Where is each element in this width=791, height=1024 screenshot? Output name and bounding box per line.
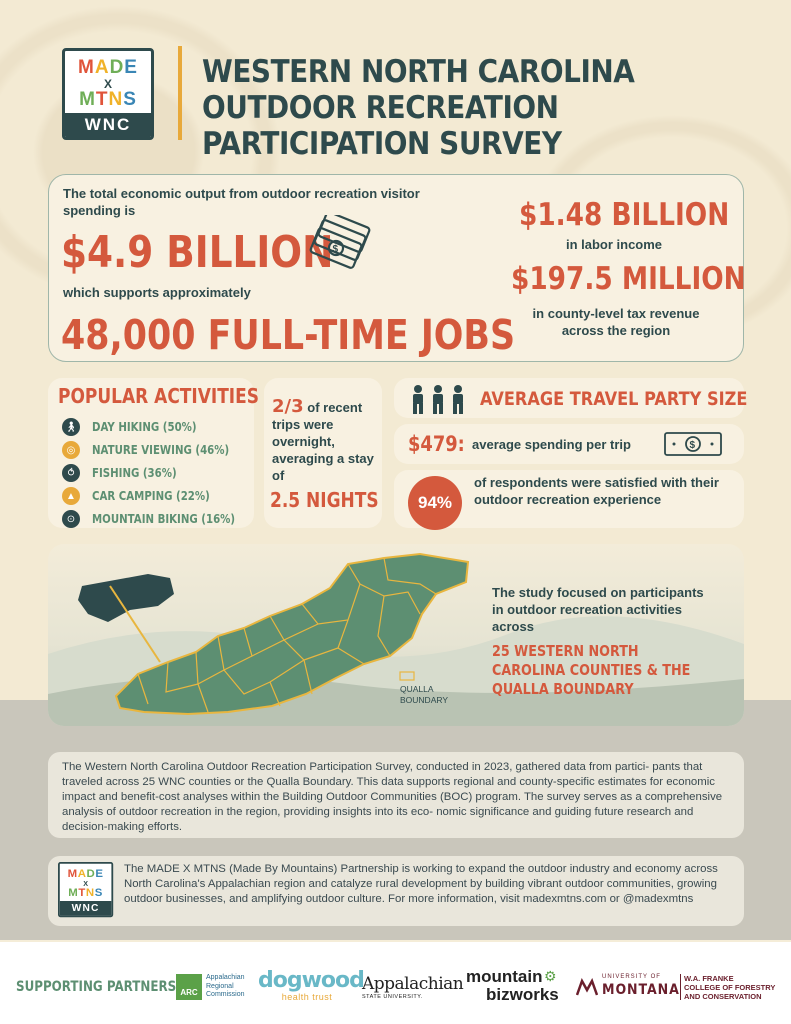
counties-map-card <box>48 544 744 726</box>
activity-label: FISHING (36%) <box>92 466 177 480</box>
university-of-montana-logo[interactable] <box>576 974 776 1004</box>
list-item <box>62 416 260 438</box>
spending-label: average spending per trip <box>472 437 631 452</box>
spending-amount: $479: <box>408 432 465 456</box>
popular-activities-card <box>48 378 259 528</box>
list-item <box>62 485 260 507</box>
college-line: W.A. FRANKE <box>684 974 734 983</box>
appalachian-state-logo[interactable] <box>362 974 464 1000</box>
economic-output-card <box>48 174 744 362</box>
popular-activities-heading: POPULAR ACTIVITIES <box>58 384 259 408</box>
montana-name: MONTANA <box>602 982 680 998</box>
overnight-trips-card <box>264 378 382 528</box>
logo-line-mtns <box>68 887 103 900</box>
logo-letter: T <box>78 886 86 900</box>
appalachian-name: Appalachian <box>362 974 464 994</box>
arc-name <box>206 974 245 1000</box>
logo-line-wnc: WNC <box>60 901 112 917</box>
fish-hook-icon: ⥀ <box>62 464 80 482</box>
dogwood-logo[interactable] <box>258 968 364 1002</box>
dogwood-name: dogwood <box>258 968 364 993</box>
bizworks-line2: bizworks <box>486 985 559 1004</box>
mountain-bizworks-logo[interactable] <box>466 968 570 1004</box>
bike-icon: ⊙ <box>62 510 80 528</box>
made-x-mtns-logo-small <box>58 862 113 917</box>
logo-letter: N <box>108 89 124 110</box>
college-line: COLLEGE OF FORESTRY <box>684 983 776 992</box>
logo-letter: S <box>123 89 137 110</box>
binoculars-icon: ◎ <box>62 441 80 459</box>
jobs-value: 48,000 FULL-TIME JOBS <box>61 311 516 359</box>
qualla-boundary-label <box>400 684 448 706</box>
map-highlight <box>492 642 713 699</box>
arc-line: Appalachian <box>206 974 245 981</box>
arc-line: Commission <box>206 991 245 998</box>
map-highlight-text: 25 WESTERN NORTH CAROLINA COUNTIES & THE QUALLA BOUNDARY <box>492 642 691 698</box>
supporting-partners-label: SUPPORTING PARTNERS <box>16 979 177 995</box>
logo-line-made <box>78 57 138 79</box>
survey-description: The Western North Carolina Outdoor Recreation Participation Survey, conducted in 2023, gathered data from partici- pants that traveled across 25 WNC counties or the Qualla Boundary. This data supports regional and county-specific estimates for economic impact and benefit-cost analyses within the Building Outdoor Communities (BOC) program. The survey serves as a comprehensive analysis of outdoor recreation in the region, providing insights into its eco- nomic significance and guiding future research and decision-making efforts. <box>62 761 723 833</box>
dollar-bill-icon <box>664 432 722 456</box>
logo-letter: M <box>68 886 79 900</box>
labor-income-label: in labor income <box>565 237 663 252</box>
svg-text:$: $ <box>689 440 696 451</box>
activity-label: NATURE VIEWING (46%) <box>92 443 230 457</box>
logo-letter: N <box>85 886 95 900</box>
logo-letter: E <box>95 867 104 880</box>
page-title: WESTERN NORTH CAROLINA OUTDOOR RECREATION PARTICIPATION SURVEY <box>202 54 635 162</box>
labor-income-value: $1.48 BILLION <box>519 197 730 233</box>
supports-text: which supports approximately <box>63 285 251 300</box>
college-line: AND CONSERVATION <box>684 992 762 1001</box>
car-camping-icon: ▲ <box>62 487 80 505</box>
logo-x: X <box>103 77 112 91</box>
montana-divider <box>680 974 681 1000</box>
list-item <box>62 462 260 484</box>
money-stack-icon <box>307 215 377 269</box>
list-item <box>62 439 260 461</box>
dogwood-tagline: health trust <box>281 992 333 1002</box>
logo-letter: A <box>77 867 87 880</box>
logo-letter: D <box>86 867 96 880</box>
activity-label: MOUNTAIN BIKING (16%) <box>92 512 236 526</box>
logo-line-mtns <box>79 89 137 111</box>
satisfaction-text: of respondents were satisfied with their outdoor recreation experience <box>474 475 719 507</box>
nc-state-outline <box>78 574 174 622</box>
bizworks-line1: mountain <box>466 967 543 986</box>
logo-letter: M <box>67 867 78 880</box>
logo-x: X <box>83 879 88 888</box>
montana-m-icon <box>576 978 598 996</box>
trips-description: of recent trips were overnight, averaging a stay of <box>272 400 374 483</box>
overnight-trips-text <box>272 398 380 484</box>
logo-letter: M <box>78 57 95 78</box>
made-x-mtns-small-logo <box>58 862 114 920</box>
economic-output-value: $4.9 BILLION <box>61 227 334 278</box>
activity-label: CAR CAMPING (22%) <box>92 489 210 503</box>
logo-letter: T <box>95 89 109 110</box>
three-people-icon <box>408 384 468 414</box>
logo-letter: S <box>94 886 103 900</box>
activity-label: DAY HIKING (50%) <box>92 420 197 434</box>
made-x-mtns-logo <box>62 48 154 140</box>
appalachian-tagline: STATE UNIVERSITY. <box>362 994 423 1000</box>
logo-letter: D <box>109 57 125 78</box>
montana-college <box>684 974 775 1001</box>
arc-mark: ARC <box>176 974 202 1000</box>
arc-line: Regional <box>206 982 234 990</box>
arc-logo[interactable] <box>176 970 254 1004</box>
logo-letter: M <box>79 89 96 110</box>
satisfaction-percent: 94% <box>408 476 462 530</box>
activities-list <box>62 416 260 531</box>
map-description: The study focused on participants in outdoor recreation activities across <box>492 585 704 634</box>
trips-fraction: 2/3 <box>272 396 304 417</box>
travel-party-heading: AVERAGE TRAVEL PARTY SIZE <box>480 388 748 410</box>
hiker-icon: 🚶︎ <box>62 418 80 436</box>
nights-value: 2.5 NIGHTS <box>270 488 379 512</box>
logo-letter: A <box>94 57 110 78</box>
tax-revenue-value: $197.5 MILLION <box>511 261 746 297</box>
qualla-label-line: QUALLA <box>400 684 434 694</box>
qualla-label-line: BOUNDARY <box>400 695 449 705</box>
economic-intro: The total economic output from outdoor recreation visitor spending is <box>63 186 420 218</box>
partnership-description: The MADE X MTNS (Made By Mountains) Partnership is working to expand the outdoor industry and economy across North Carolina's Appalachian region and catalyze rural development by building vibrant outdoor communities, growing outdoor businesses, and amplifying outdoor culture. For more information, visit madexmtns.com or @madexmtns <box>124 863 718 905</box>
title-divider <box>178 46 182 140</box>
travel-party-card <box>394 378 748 418</box>
tax-revenue-label: in county-level tax revenue across the region <box>532 306 700 338</box>
survey-description-card <box>48 752 744 838</box>
logo-line-wnc: WNC <box>65 113 151 140</box>
partnership-card <box>48 856 744 926</box>
satisfaction-card <box>394 470 744 528</box>
montana-university-of: UNIVERSITY OF <box>602 974 661 980</box>
spending-card <box>394 424 744 464</box>
svg-text:$: $ <box>332 244 339 255</box>
list-item <box>62 508 260 530</box>
logo-letter: E <box>124 57 138 78</box>
gear-icon: ⚙ <box>544 968 557 984</box>
